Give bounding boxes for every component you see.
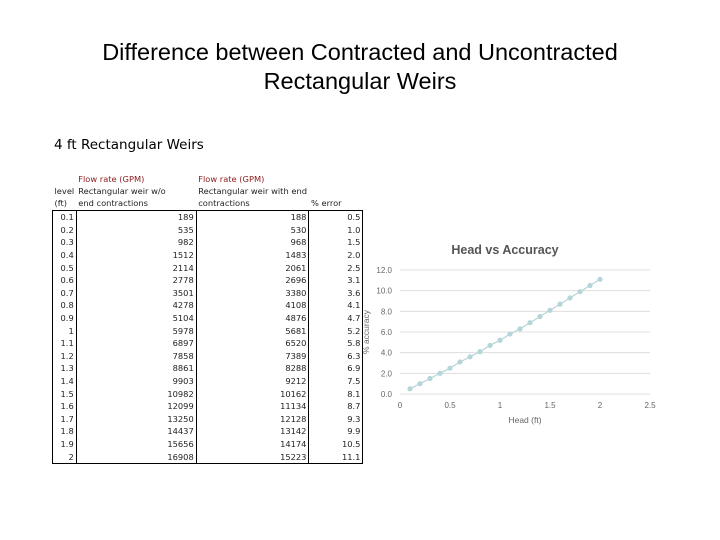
cell-flow-with-contractions: 5681 — [196, 324, 309, 337]
data-point — [547, 308, 552, 313]
table-row — [53, 387, 363, 400]
cell-error: 5.8 — [309, 337, 363, 350]
cell-flow-no-contractions: 535 — [76, 224, 196, 237]
data-point — [407, 386, 412, 391]
cell-flow-with-contractions: 13142 — [196, 425, 309, 438]
table-row — [53, 211, 363, 224]
data-point — [517, 326, 522, 331]
cell-level: 1.4 — [53, 375, 77, 388]
cell-flow-no-contractions: 4278 — [76, 299, 196, 312]
data-point — [467, 354, 472, 359]
y-tick-label: 12.0 — [376, 266, 392, 275]
cell-flow-no-contractions: 16908 — [76, 450, 196, 463]
data-point — [587, 283, 592, 288]
table-row — [53, 400, 363, 413]
data-point — [527, 320, 532, 325]
table-row — [53, 299, 363, 312]
cell-level: 0.8 — [53, 299, 77, 312]
x-axis-label: Head (ft) — [508, 415, 542, 425]
cell-error: 10.5 — [309, 438, 363, 451]
cell-error: 5.2 — [309, 324, 363, 337]
cell-flow-no-contractions: 1512 — [76, 249, 196, 262]
y-axis-label: % accuracy — [361, 310, 371, 354]
table-row — [53, 236, 363, 249]
table-row — [53, 324, 363, 337]
header-col2-line3: contractions — [198, 198, 250, 208]
cell-flow-with-contractions: 530 — [196, 224, 309, 237]
cell-error: 11.1 — [309, 450, 363, 463]
data-point — [597, 277, 602, 282]
cell-level: 1.9 — [53, 438, 77, 451]
cell-level: 0.6 — [53, 274, 77, 287]
cell-flow-with-contractions: 15223 — [196, 450, 309, 463]
cell-flow-with-contractions: 7389 — [196, 350, 309, 363]
table-row — [53, 249, 363, 262]
flow-rate-table — [52, 173, 363, 464]
cell-flow-with-contractions: 3380 — [196, 287, 309, 300]
cell-error: 3.1 — [309, 274, 363, 287]
cell-error: 6.9 — [309, 362, 363, 375]
header-level-line1: level — [54, 186, 75, 196]
cell-flow-with-contractions: 8288 — [196, 362, 309, 375]
cell-error: 2.0 — [309, 249, 363, 262]
cell-flow-with-contractions: 14174 — [196, 438, 309, 451]
cell-error: 4.7 — [309, 312, 363, 325]
cell-level: 1.7 — [53, 413, 77, 426]
cell-error: 9.9 — [309, 425, 363, 438]
x-tick-label: 0.5 — [444, 401, 456, 410]
data-point — [577, 289, 582, 294]
cell-error: 4.1 — [309, 299, 363, 312]
cell-flow-with-contractions: 2061 — [196, 261, 309, 274]
table-header — [53, 173, 363, 211]
header-level-line2: (ft) — [54, 198, 68, 208]
header-flow-no-contractions — [76, 173, 196, 211]
table-row — [53, 224, 363, 237]
cell-level: 1 — [53, 324, 77, 337]
header-col2-line2: Rectangular weir with end — [198, 186, 307, 196]
table-row — [53, 413, 363, 426]
cell-flow-with-contractions: 6520 — [196, 337, 309, 350]
cell-level: 1.2 — [53, 350, 77, 363]
cell-level: 0.3 — [53, 236, 77, 249]
cell-level: 0.1 — [53, 211, 77, 224]
cell-flow-no-contractions: 10982 — [76, 387, 196, 400]
cell-flow-no-contractions: 15656 — [76, 438, 196, 451]
cell-flow-no-contractions: 2114 — [76, 261, 196, 274]
cell-flow-with-contractions: 968 — [196, 236, 309, 249]
data-point — [567, 295, 572, 300]
table-row — [53, 438, 363, 451]
data-point — [557, 302, 562, 307]
table-row — [53, 337, 363, 350]
cell-level: 2 — [53, 450, 77, 463]
cell-level: 0.7 — [53, 287, 77, 300]
cell-flow-with-contractions: 2696 — [196, 274, 309, 287]
data-point — [457, 359, 462, 364]
cell-level: 1.3 — [53, 362, 77, 375]
x-tick-label: 2.5 — [644, 401, 656, 410]
cell-error: 2.5 — [309, 261, 363, 274]
cell-flow-no-contractions: 5104 — [76, 312, 196, 325]
table-row — [53, 274, 363, 287]
table-row — [53, 362, 363, 375]
slide-title-line1: Difference between Contracted and Uncontracted — [102, 39, 618, 65]
x-tick-label: 0 — [397, 401, 403, 410]
cell-error: 1.0 — [309, 224, 363, 237]
y-tick-label: 10.0 — [376, 286, 392, 296]
header-flow-with-contractions — [196, 173, 309, 211]
table-row — [53, 425, 363, 438]
header-col3: % error — [310, 198, 342, 208]
cell-level: 0.5 — [53, 261, 77, 274]
data-point — [427, 376, 432, 381]
cell-flow-no-contractions: 982 — [76, 236, 196, 249]
y-tick-label: 2.0 — [380, 369, 392, 379]
cell-error: 8.7 — [309, 400, 363, 413]
cell-flow-no-contractions: 14437 — [76, 425, 196, 438]
cell-flow-no-contractions: 9903 — [76, 375, 196, 388]
header-col2-line1: Flow rate (GPM) — [198, 174, 265, 184]
cell-level: 1.5 — [53, 387, 77, 400]
x-tick-label: 1 — [497, 401, 503, 410]
table-body — [53, 211, 363, 464]
cell-flow-with-contractions: 12128 — [196, 413, 309, 426]
cell-error: 1.5 — [309, 236, 363, 249]
cell-level: 1.1 — [53, 337, 77, 350]
cell-flow-with-contractions: 188 — [196, 211, 309, 224]
table-row — [53, 375, 363, 388]
cell-flow-with-contractions: 4876 — [196, 312, 309, 325]
y-tick-label: 0.0 — [380, 390, 392, 399]
chart-title: Head vs Accuracy — [451, 243, 559, 257]
cell-error: 8.1 — [309, 387, 363, 400]
data-point — [507, 331, 512, 336]
cell-flow-no-contractions: 189 — [76, 211, 196, 224]
header-col1-line1: Flow rate (GPM) — [78, 174, 145, 184]
section-title: 4 ft Rectangular Weirs — [54, 137, 204, 153]
cell-flow-no-contractions: 8861 — [76, 362, 196, 375]
data-point — [417, 381, 422, 386]
data-point — [537, 314, 542, 319]
cell-level: 0.9 — [53, 312, 77, 325]
cell-flow-no-contractions: 6897 — [76, 337, 196, 350]
table-row — [53, 287, 363, 300]
cell-flow-with-contractions: 4108 — [196, 299, 309, 312]
header-level — [53, 173, 77, 211]
cell-error: 0.5 — [309, 211, 363, 224]
cell-flow-no-contractions: 5978 — [76, 324, 196, 337]
slide-title — [40, 38, 680, 96]
y-tick-label: 4.0 — [380, 348, 392, 358]
cell-error: 7.5 — [309, 375, 363, 388]
cell-flow-no-contractions: 2778 — [76, 274, 196, 287]
cell-flow-with-contractions: 11134 — [196, 400, 309, 413]
y-tick-label: 6.0 — [380, 328, 392, 337]
cell-flow-no-contractions: 12099 — [76, 400, 196, 413]
cell-level: 0.2 — [53, 224, 77, 237]
cell-flow-no-contractions: 7858 — [76, 350, 196, 363]
cell-flow-with-contractions: 9212 — [196, 375, 309, 388]
data-point — [477, 349, 482, 354]
cell-flow-with-contractions: 1483 — [196, 249, 309, 262]
data-point — [497, 338, 502, 343]
head-vs-accuracy-chart — [355, 232, 665, 432]
y-tick-label: 8.0 — [380, 307, 392, 317]
data-point — [447, 366, 452, 371]
header-error — [309, 173, 363, 211]
table-row — [53, 450, 363, 463]
x-tick-label: 2 — [597, 401, 603, 410]
x-tick-label: 1.5 — [544, 401, 556, 410]
table-row — [53, 312, 363, 325]
header-col1-line2: Rectangular weir w/o — [78, 186, 166, 196]
cell-flow-with-contractions: 10162 — [196, 387, 309, 400]
table-row — [53, 350, 363, 363]
cell-level: 1.6 — [53, 400, 77, 413]
cell-level: 0.4 — [53, 249, 77, 262]
cell-level: 1.8 — [53, 425, 77, 438]
cell-error: 3.6 — [309, 287, 363, 300]
header-col1-line3: end contractions — [78, 198, 148, 208]
cell-error: 9.3 — [309, 413, 363, 426]
data-point — [487, 343, 492, 348]
cell-flow-no-contractions: 13250 — [76, 413, 196, 426]
cell-error: 6.3 — [309, 350, 363, 363]
data-point — [437, 371, 442, 376]
table-row — [53, 261, 363, 274]
cell-flow-no-contractions: 3501 — [76, 287, 196, 300]
slide-title-line2: Rectangular Weirs — [263, 68, 457, 94]
